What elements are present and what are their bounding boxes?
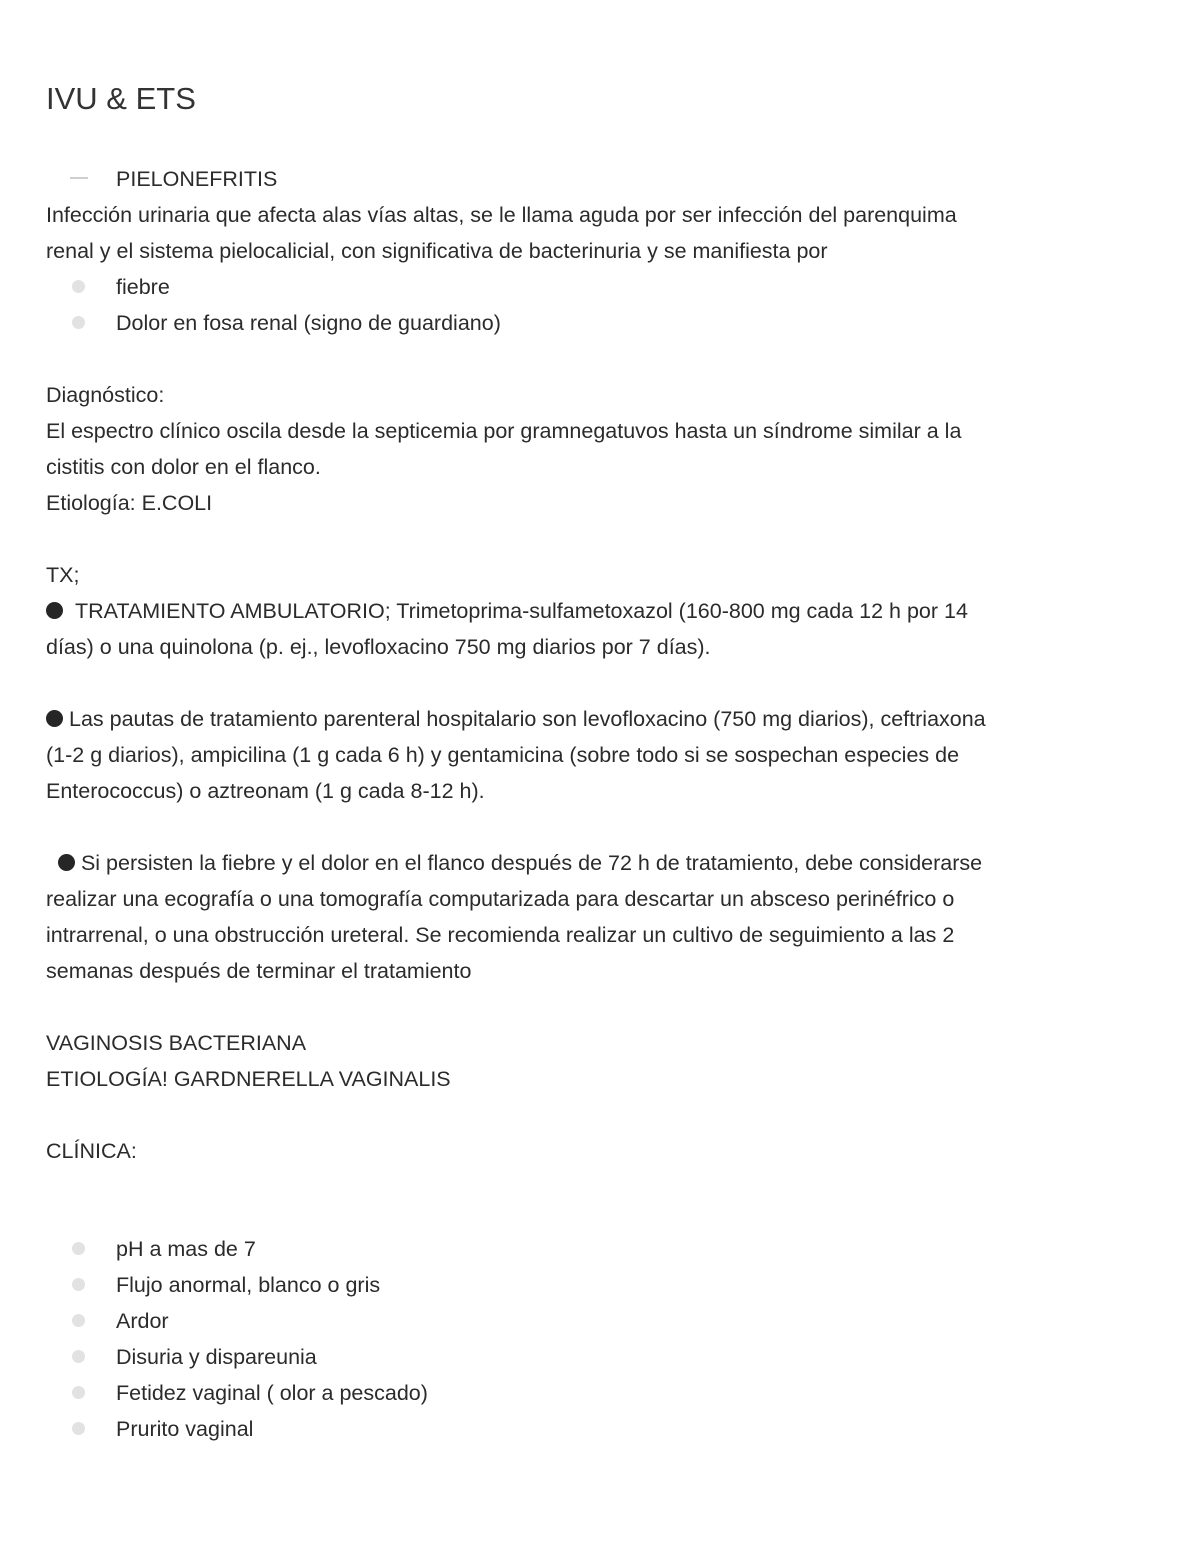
list-item-text: pH a mas de 7	[116, 1237, 256, 1261]
diagnostico-line-1: El espectro clínico oscila desde la septicemia por gramnegatuvos hasta un síndrome similar a la	[46, 419, 962, 443]
list-item-text: Fetidez vaginal ( olor a pescado)	[116, 1381, 428, 1405]
persistencia-text: Si persisten la fiebre y el dolor en el flanco después de 72 h de tratamiento, debe considerarse	[80, 851, 983, 875]
persistencia-line-2: realizar una ecografía o una tomografía computarizada para descartar un absceso perinéfrico o	[46, 887, 955, 911]
spacer	[46, 1169, 1154, 1231]
vaginosis-heading: VAGINOSIS BACTERIANA	[46, 1031, 307, 1055]
list-item-text: Prurito vaginal	[116, 1417, 254, 1441]
tx-ambulatorio-text: TRATAMIENTO AMBULATORIO; Trimetoprima-sulfametoxazol (160-800 mg cada 12 h por 14	[74, 599, 968, 623]
bullet-icon	[72, 1278, 85, 1291]
persistencia-line-1	[46, 845, 1154, 881]
list-item-text: Ardor	[116, 1309, 169, 1333]
persistencia-line-4: semanas después de terminar el tratamiento	[46, 959, 472, 983]
bullet-icon	[72, 280, 85, 293]
bullet-icon	[58, 854, 75, 871]
list-item	[46, 1303, 1154, 1339]
spacer	[46, 1097, 1154, 1133]
pielonefritis-heading: PIELONEFRITIS	[116, 167, 278, 191]
page-title: IVU & ETS	[46, 81, 196, 116]
clinica-label: CLÍNICA:	[46, 1139, 137, 1163]
bullet-icon	[72, 1350, 85, 1363]
list-item-text: fiebre	[116, 275, 170, 299]
list-item	[46, 1411, 1154, 1447]
bullet-icon	[46, 602, 63, 619]
tx-hospital-line-1	[46, 701, 1154, 737]
spacer	[46, 989, 1154, 1025]
bullet-icon	[72, 1314, 85, 1327]
pielonefritis-intro-line-1: Infección urinaria que afecta alas vías altas, se le llama aguda por ser infección del parenquima	[46, 203, 957, 227]
list-item-text: Dolor en fosa renal (signo de guardiano)	[116, 311, 501, 335]
list-item	[46, 1375, 1154, 1411]
tx-hospital-line-3: Enterococcus) o aztreonam (1 g cada 8-12 h).	[46, 779, 485, 803]
spacer	[46, 521, 1154, 557]
tx-label: TX;	[46, 563, 80, 587]
dash-icon	[70, 177, 88, 179]
list-item	[46, 1231, 1154, 1267]
spacer	[46, 809, 1154, 845]
list-item-text: Flujo anormal, blanco o gris	[116, 1273, 381, 1297]
tx-ambulatorio-line-1	[46, 593, 1154, 629]
pielonefritis-intro-line-2: renal y el sistema pielocalicial, con significativa de bacterinuria y se manifiesta por	[46, 239, 828, 263]
tx-hospital-text: Las pautas de tratamiento parenteral hospitalario son levofloxacino (750 mg diarios), ceftriaxona	[68, 707, 986, 731]
tx-hospital-line-2: (1-2 g diarios), ampicilina (1 g cada 6 h) y gentamicina (sobre todo si se sospechan especies de	[46, 743, 960, 767]
list-item	[46, 269, 1154, 305]
tx-ambulatorio-line-2: días) o una quinolona (p. ej., levofloxacino 750 mg diarios por 7 días).	[46, 635, 711, 659]
spacer	[46, 665, 1154, 701]
list-item	[46, 1267, 1154, 1303]
list-item	[46, 1339, 1154, 1375]
bullet-icon	[72, 1386, 85, 1399]
bullet-icon	[72, 316, 85, 329]
diagnostico-line-2: cistitis con dolor en el flanco.	[46, 455, 321, 479]
persistencia-line-3: intrarrenal, o una obstrucción ureteral. Se recomienda realizar un cultivo de seguimiento a las 2	[46, 923, 955, 947]
section-heading-pielonefritis	[46, 161, 1154, 197]
diagnostico-label: Diagnóstico:	[46, 383, 165, 407]
list-item	[46, 305, 1154, 341]
bullet-icon	[46, 710, 63, 727]
vaginosis-etiologia: ETIOLOGÍA! GARDNERELLA VAGINALIS	[46, 1067, 451, 1091]
document-body	[46, 161, 1154, 1447]
spacer	[46, 341, 1154, 377]
bullet-icon	[72, 1422, 85, 1435]
bullet-icon	[72, 1242, 85, 1255]
list-item-text: Disuria y dispareunia	[116, 1345, 317, 1369]
etiologia-line: Etiología: E.COLI	[46, 491, 213, 515]
